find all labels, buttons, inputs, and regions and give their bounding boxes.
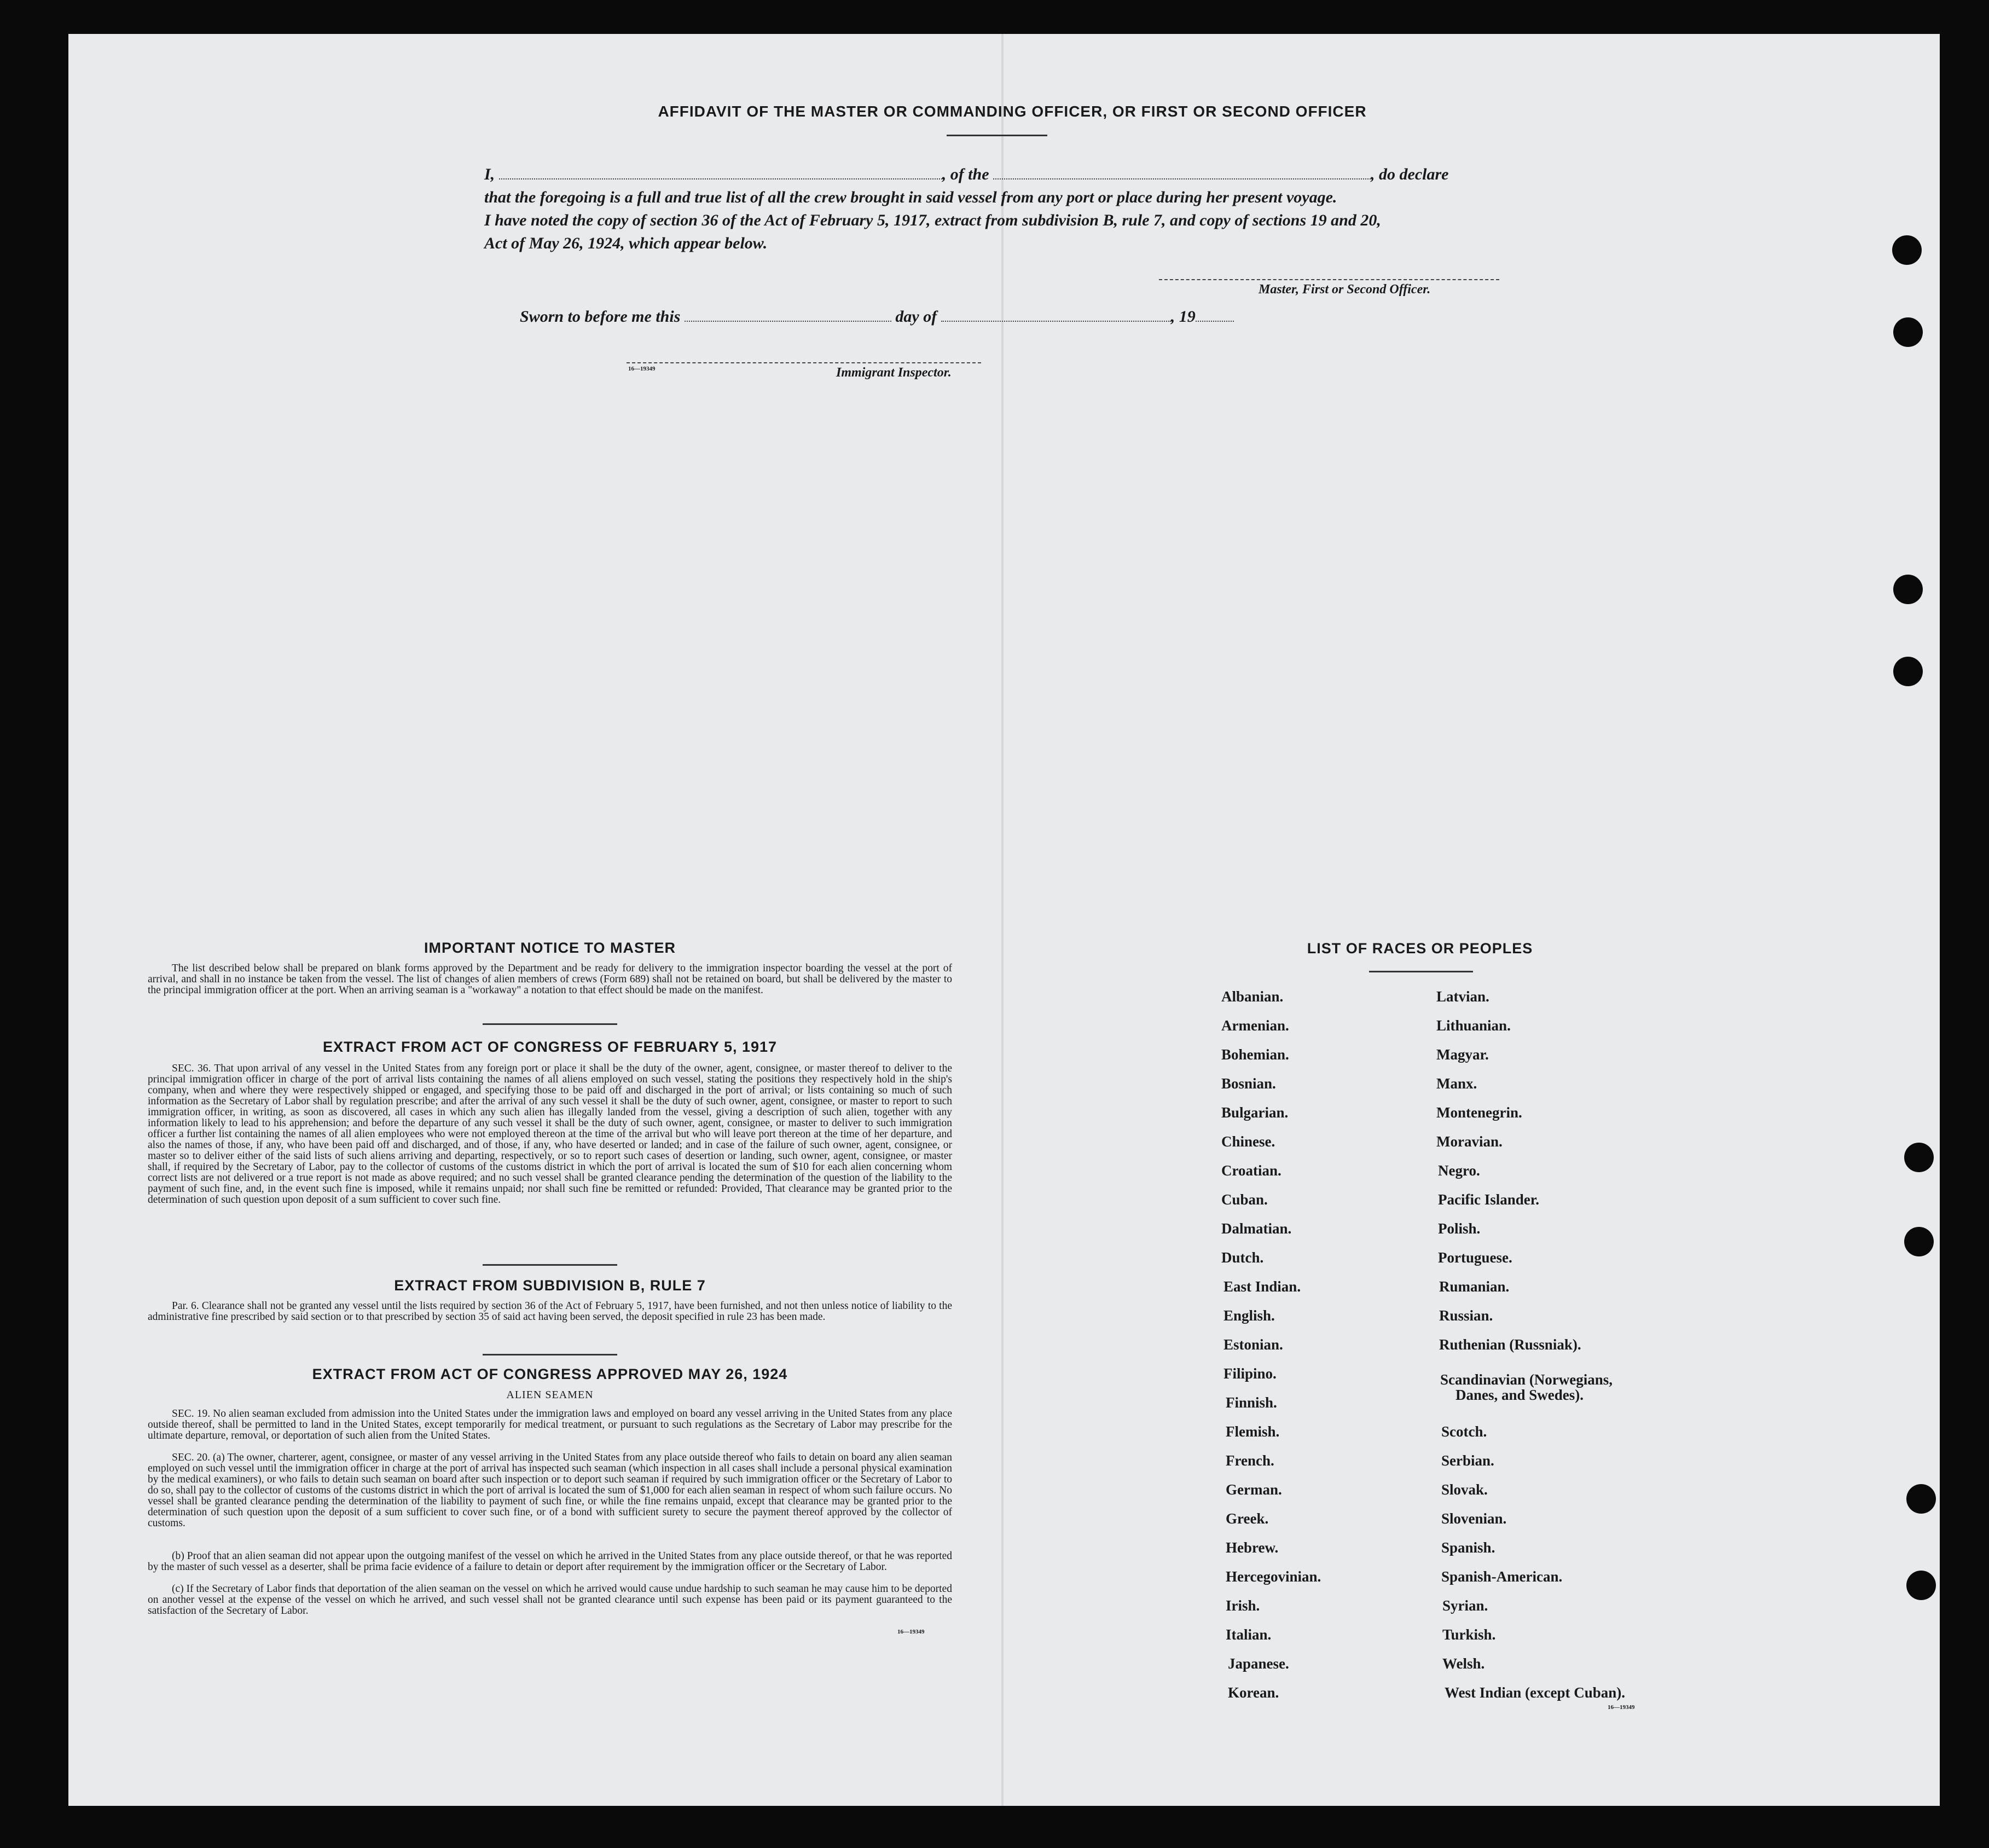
punch-hole xyxy=(1904,1143,1934,1172)
race-item: Pacific Islander. xyxy=(1438,1191,1539,1208)
race-item: Spanish-American. xyxy=(1441,1568,1563,1585)
punch-hole xyxy=(1906,1484,1936,1514)
race-item: Syrian. xyxy=(1442,1597,1488,1614)
do-declare-label: , do declare xyxy=(1371,165,1449,183)
race-item: Slovak. xyxy=(1441,1481,1488,1498)
subdivision-b-rule xyxy=(483,1354,617,1355)
race-item: Croatian. xyxy=(1221,1162,1281,1179)
extract-1917-text: SEC. 36. That upon arrival of any vessel in the United States from any foreign port or place it shall be the duty of the owner, agent, consignee, or master thereof to deliver to the principal immigration officer in charge of the port of arrival lists containing the names of all aliens employed on such vessel, stating the positions they respectively hold in the ship's company, when and where they were respectively shipped or engaged, and specifying those to be paid off and discharged in the port of arrival; or lists containing so much of such information as the Secretary of Labor shall by regulation prescribe; and after the arrival of any such vessel it shall be the duty of such owner, agent, consignee, or master to report to such immigration officer, in writing, as soon as discovered, all cases in which any such alien has illegally landed from the vessel, giving a description of such alien, together with any information likely to lead to his apprehension; and before the departure of any such vessel it shall be the duty of such owner, agent, consignee, or master to deliver to such immigration officer a further list containing the names of all alien employees who were not employed thereon at the time of the arrival but who will leave port thereon at the time of her departure, and also the names of those, if any, who have been paid off and discharged, and of those, if any, who have deserted or landed; and in case of the failure of such owner, agent, consignee, or master so to deliver either of the said lists of such aliens arriving and departing, respectively, or so to report such cases of desertion or landing, such owner, agent, consignee, or master shall, if required by the Secretary of Labor, pay to the collector of customs of the customs district in which the port of arrival is located the sum of $10 for each alien concerning whom correct lists are not delivered or a true report is not made as above required; and no such vessel shall be granted clearance pending the determination of the question of the liability to the payment of such fine, and, in the event such fine is imposed, while it remains unpaid; nor shall such fine be remitted or refunded: Provided, That clearance may be granted prior to the determination of such question upon deposit of a sum sufficient to cover such fine. xyxy=(148,1063,952,1206)
sec-20a-text: SEC. 20. (a) The owner, charterer, agent, consignee, or master of any vessel arriving in the United States from any place outside thereof who fails to detain on board any alien seaman employed on such vessel until the immigration officer in charge at the port of arrival has inspected such seaman (which inspection in all cases shall include a personal physical examination by the medical examiners), or who fails to detain such seaman on board after such inspection or to deport such seaman if required by such immigration officer or the Secretary of Labor to do so, shall pay to the collector of customs of the customs district in which the port of arrival is located the sum of $1,000 for each alien seaman in respect of whom such failure occurs. No vessel shall be granted clearance pending the determination of the liability to payment of such fine, or while the fine remains unpaid, except that clearance may be granted prior to the determination of such question upon the deposit of a sum sufficient to cover such fine, or of a bond with sufficient surety to secure the payment thereof approved by the collector of customs. xyxy=(148,1452,952,1529)
race-item: Japanese. xyxy=(1228,1655,1289,1672)
document-page xyxy=(68,34,1940,1806)
race-item: Armenian. xyxy=(1221,1017,1289,1034)
extract-1917-rule xyxy=(483,1264,617,1266)
race-item: Welsh. xyxy=(1442,1655,1485,1672)
race-item: Latvian. xyxy=(1436,988,1489,1005)
race-item: Lithuanian. xyxy=(1436,1017,1511,1034)
affidavit-i-label: I, xyxy=(484,165,495,183)
race-item: English. xyxy=(1223,1307,1275,1324)
race-item: Dutch. xyxy=(1221,1249,1264,1266)
race-item: Hebrew. xyxy=(1226,1539,1279,1556)
race-item: West Indian (except Cuban). xyxy=(1445,1684,1626,1701)
inspector-signature-line[interactable] xyxy=(627,362,981,363)
race-item: Bohemian. xyxy=(1221,1046,1289,1063)
master-signature-label: Master, First or Second Officer. xyxy=(1259,282,1431,297)
sworn-day-blank[interactable] xyxy=(685,309,891,322)
race-item: Serbian. xyxy=(1441,1452,1494,1469)
race-item: Ruthenian (Russniak). xyxy=(1439,1336,1581,1353)
race-item: Russian. xyxy=(1439,1307,1493,1324)
race-item: Chinese. xyxy=(1221,1133,1275,1150)
affidavit-form-number: 16—19349 xyxy=(628,366,656,372)
subdivision-b-text: Par. 6. Clearance shall not be granted any vessel until the lists required by section 36 of the Act of February 5, 1917, have been furnished, and not then unless notice of liability to the administrative fine prescribed by said section or to that prescribed by section 35 of said act having been served, the deposit specified in rule 23 has been made. xyxy=(148,1300,952,1323)
of-the-label: , of the xyxy=(942,165,989,183)
race-item: Portuguese. xyxy=(1438,1249,1512,1266)
sec-20b-text: (b) Proof that an alien seaman did not appear upon the outgoing manifest of the vessel on which he arrived in the United States from any place outside thereof, or that he was reported by the master of such vessel as a deserter, shall be prima facie evidence of a failure to detain or deport after requirement by the immigration officer or the Secretary of Labor. xyxy=(148,1550,952,1573)
punch-hole xyxy=(1893,575,1923,604)
sworn-line xyxy=(520,305,1234,328)
punch-hole xyxy=(1893,317,1923,347)
race-item: Scotch. xyxy=(1441,1423,1487,1440)
race-item: Albanian. xyxy=(1221,988,1284,1005)
punch-hole xyxy=(1893,657,1923,686)
race-item: Bosnian. xyxy=(1221,1075,1276,1092)
sec-19-text: SEC. 19. No alien seaman excluded from admission into the United States under the immigration laws and employed on board any vessel arriving in the United States from any place outside thereof, shall be permitted to land in the United States, except temporarily for medical treatment, or pursuant to such regulations as the Secretary of Labor may prescribe for the ultimate departure, removal, or deportation of such alien from the United States. xyxy=(148,1408,952,1441)
race-item: Spanish. xyxy=(1441,1539,1495,1556)
extract-form-number: 16—19349 xyxy=(897,1629,925,1635)
notice-title: IMPORTANT NOTICE TO MASTER xyxy=(424,940,676,956)
race-item: East Indian. xyxy=(1223,1278,1301,1295)
alien-seamen-subtitle: ALIEN SEAMEN xyxy=(506,1389,594,1401)
inspector-label: Immigrant Inspector. xyxy=(836,366,952,380)
center-fold xyxy=(1001,34,1004,1806)
race-item: Moravian. xyxy=(1436,1133,1503,1150)
year-label: , 19 xyxy=(1170,308,1196,326)
affidavit-line2: that the foregoing is a full and true list of all the crew brought in said vessel from any port or place during her present voyage. xyxy=(484,188,1337,206)
race-item: Magyar. xyxy=(1436,1046,1489,1063)
race-item: Turkish. xyxy=(1442,1626,1496,1643)
affidavit-title-rule xyxy=(947,135,1047,136)
race-item: Hercegovinian. xyxy=(1226,1568,1321,1585)
race-item: Cuban. xyxy=(1221,1191,1268,1208)
subdivision-b-title: EXTRACT FROM SUBDIVISION B, RULE 7 xyxy=(394,1277,706,1294)
race-item: Slovenian. xyxy=(1441,1510,1507,1527)
race-item: Manx. xyxy=(1436,1075,1477,1092)
sworn-month-blank[interactable] xyxy=(941,309,1171,322)
race-item: Finnish. xyxy=(1226,1394,1277,1411)
race-item: Danes, and Swedes). xyxy=(1455,1387,1584,1403)
sworn-year-blank[interactable] xyxy=(1196,309,1234,322)
extract-1917-title: EXTRACT FROM ACT OF CONGRESS OF FEBRUARY 5, 1917 xyxy=(322,1039,778,1055)
punch-hole xyxy=(1904,1227,1934,1256)
vessel-blank[interactable] xyxy=(993,166,1371,179)
race-item: Flemish. xyxy=(1226,1423,1280,1440)
punch-hole xyxy=(1892,235,1922,265)
extract-1924-title: EXTRACT FROM ACT OF CONGRESS APPROVED MAY 26, 1924 xyxy=(312,1366,788,1382)
notice-text: The list described below shall be prepared on blank forms approved by the Department and be ready for delivery to the immigration inspector boarding the vessel at the port of arrival, and shall in no instance be taken from the vessel. The list of changes of alien members of crews (Form 689) shall not be retained on board, but shall be delivered by the master to the principal immigration officer at the port. When an arriving seaman is a "workaway" a notation to that effect should be made on the manifest. xyxy=(148,963,952,996)
races-title-rule xyxy=(1369,971,1473,972)
sec-20c-text: (c) If the Secretary of Labor finds that deportation of the alien seaman on the vessel on which he arrived would cause undue hardship to such seaman he may cause him to be deported on another vessel at the expense of the vessel on which he arrived, and such vessel shall not be granted clearance until such expense has been paid or its payment guaranteed to the satisfaction of the Secretary of Labor. xyxy=(148,1583,952,1617)
race-item: Greek. xyxy=(1226,1510,1269,1527)
race-item: German. xyxy=(1226,1481,1282,1498)
race-item: Italian. xyxy=(1226,1626,1272,1643)
affidavit-line3: I have noted the copy of section 36 of the Act of February 5, 1917, extract from subdivision B, rule 7, and copy of sections 19 and 20, xyxy=(484,211,1381,229)
race-item: Filipino. xyxy=(1223,1365,1277,1382)
master-signature-line[interactable] xyxy=(1159,279,1499,280)
race-item: Negro. xyxy=(1438,1162,1480,1179)
day-of-label: day of xyxy=(895,308,937,326)
races-form-number: 16—19349 xyxy=(1608,1704,1635,1711)
race-item: Irish. xyxy=(1226,1597,1260,1614)
race-item: Scandinavian (Norwegians, xyxy=(1440,1371,1613,1388)
race-item: Rumanian. xyxy=(1439,1278,1510,1295)
affidavit-line1 xyxy=(484,163,1518,186)
sworn-label: Sworn to before me this xyxy=(520,308,681,326)
race-item: Dalmatian. xyxy=(1221,1220,1292,1237)
race-item: Korean. xyxy=(1228,1684,1279,1701)
name-blank[interactable] xyxy=(499,166,942,179)
race-item: Bulgarian. xyxy=(1221,1104,1289,1121)
affidavit-line4: Act of May 26, 1924, which appear below. xyxy=(484,234,768,252)
race-item: Montenegrin. xyxy=(1436,1104,1522,1121)
race-item: Polish. xyxy=(1438,1220,1481,1237)
notice-rule xyxy=(483,1023,617,1025)
race-item: French. xyxy=(1226,1452,1274,1469)
affidavit-title: AFFIDAVIT OF THE MASTER OR COMMANDING OFFICER, OR FIRST OR SECOND OFFICER xyxy=(658,103,1367,120)
races-title: LIST OF RACES OR PEOPLES xyxy=(1307,940,1533,957)
race-item: Estonian. xyxy=(1223,1336,1283,1353)
punch-hole xyxy=(1906,1571,1936,1600)
